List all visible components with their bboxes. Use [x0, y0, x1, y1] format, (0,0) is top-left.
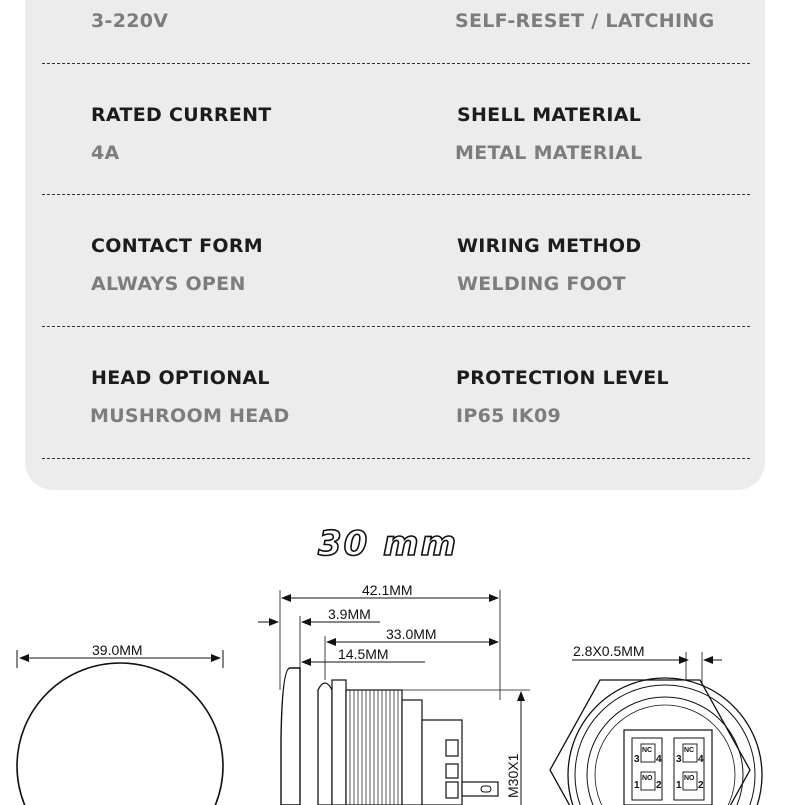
head-thickness-label: 3.9MM [328, 606, 371, 622]
divider [42, 194, 750, 195]
front-view [17, 642, 223, 805]
terminal-number-4b: 4 [698, 754, 704, 765]
protection-level-label: PROTECTION LEVEL [456, 367, 669, 389]
terminal-number-1b: 1 [676, 780, 682, 791]
body-length-label: 33.0MM [386, 626, 437, 642]
terminal-number-3b: 3 [676, 754, 682, 765]
thread-start-label: 14.5MM [338, 646, 389, 662]
terminal-number-1a: 1 [634, 780, 640, 791]
divider [42, 458, 750, 459]
wiring-method-value: WELDING FOOT [457, 273, 626, 295]
shell-material-value: METAL MATERIAL [455, 142, 643, 164]
contact-label-1: NO [642, 775, 653, 782]
voltage-value: 3-220V [91, 10, 169, 32]
thread-spec-label: M30X1 [505, 753, 521, 798]
reset-type-value: SELF-RESET / LATCHING [455, 10, 715, 32]
dimension-drawing [0, 560, 790, 805]
head-optional-label: HEAD OPTIONAL [91, 367, 270, 389]
contact-form-value: ALWAYS OPEN [91, 273, 246, 295]
overall-length-label: 42.1MM [362, 582, 413, 598]
wiring-method-label: WIRING METHOD [457, 235, 642, 257]
head-optional-value: MUSHROOM HEAD [90, 405, 290, 427]
protection-level-value: IP65 IK09 [456, 405, 561, 427]
terminal-number-4a: 4 [656, 754, 662, 765]
terminal-number-2b: 2 [698, 780, 704, 791]
terminal-number-2a: 2 [656, 780, 662, 791]
divider [42, 326, 750, 327]
divider [42, 63, 750, 64]
terminal-size-label: 2.8X0.5MM [573, 643, 645, 659]
contact-label-2: NO [684, 775, 695, 782]
contact-mark-1: NC [642, 747, 653, 754]
rated-current-label: RATED CURRENT [91, 104, 272, 126]
terminal-number-3a: 3 [634, 754, 640, 765]
rated-current-value: 4A [91, 142, 120, 164]
contact-mark-2: NC [684, 747, 695, 754]
side-view [258, 582, 530, 805]
size-title: 30 mm [317, 524, 458, 564]
shell-material-label: SHELL MATERIAL [457, 104, 642, 126]
contact-form-label: CONTACT FORM [91, 235, 263, 257]
rear-view [550, 643, 762, 805]
front-diameter-label: 39.0MM [92, 642, 143, 658]
